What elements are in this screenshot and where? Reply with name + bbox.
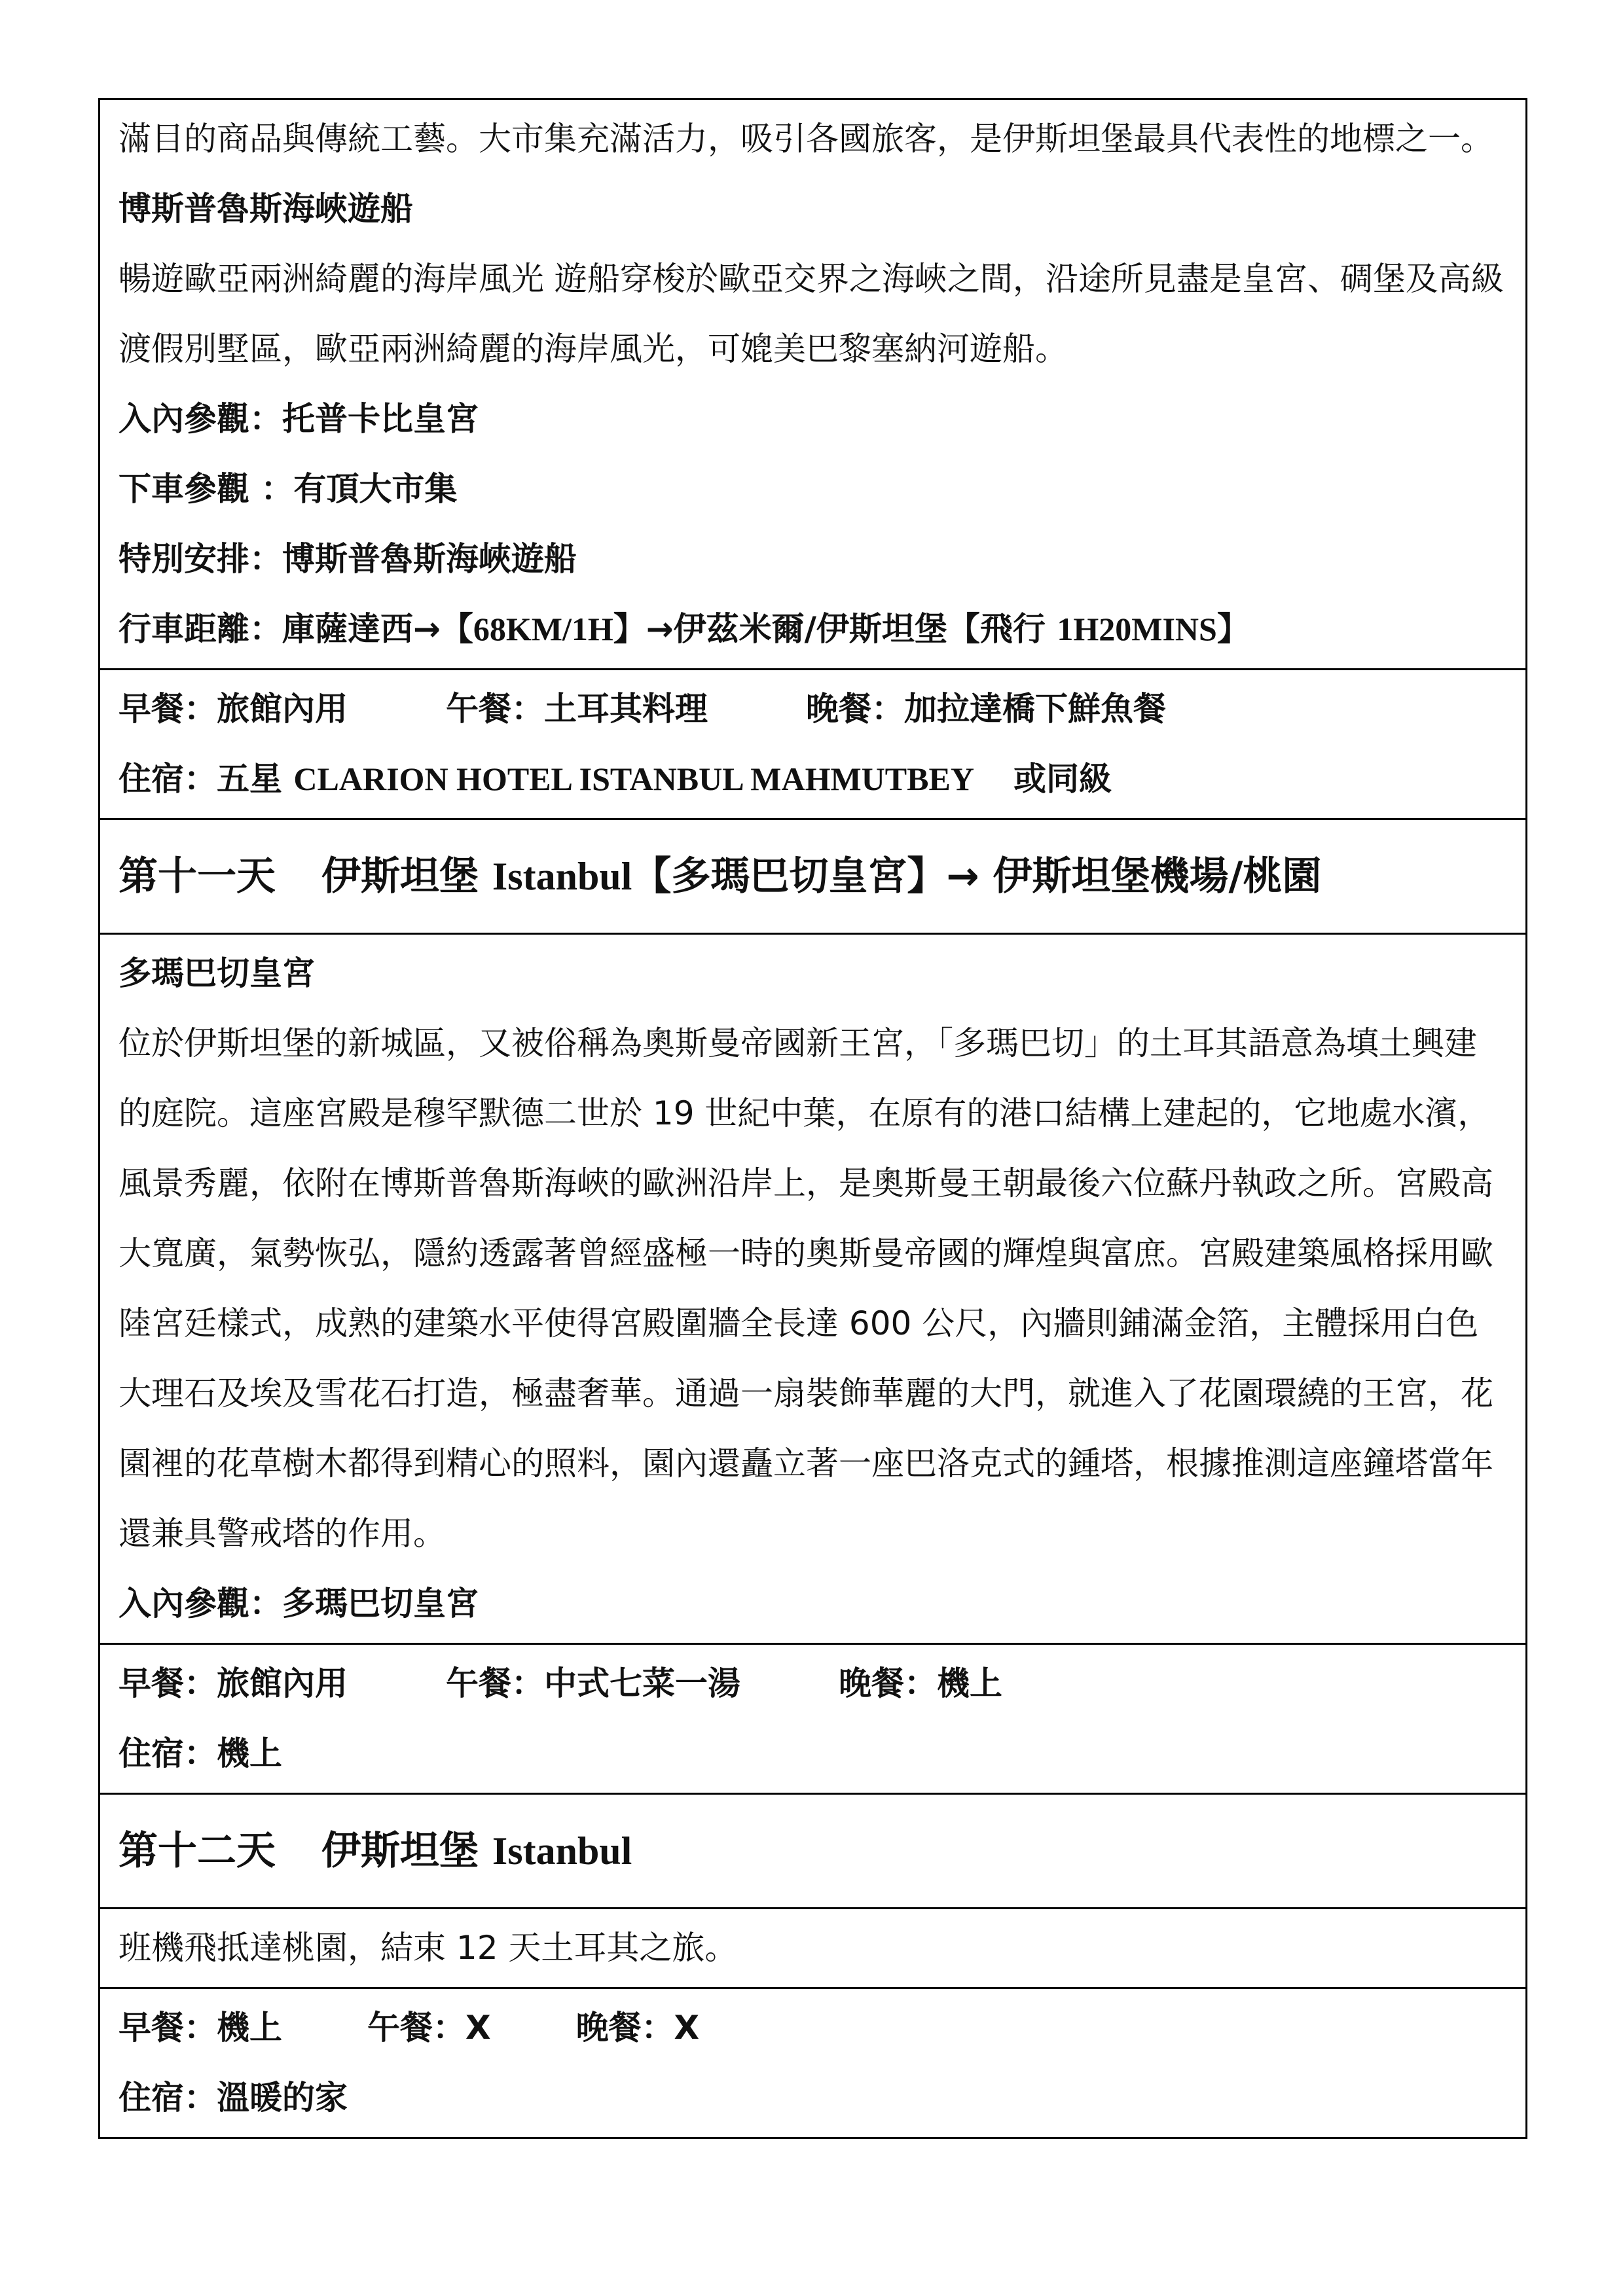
dinner: 晚餐：機上: [839, 1664, 1002, 1702]
dinner: 晚餐：X: [575, 2009, 700, 2047]
day12-title: 第十二天 伊斯坦堡 Istanbul: [119, 1828, 632, 1874]
day12-meals-hotel: [100, 1987, 1525, 2137]
breakfast: 早餐：旅館內用: [119, 1664, 348, 1702]
visit-inside: 入內參觀：托普卡比皇宮: [119, 400, 479, 438]
special-arrangement: 特別安排：博斯普魯斯海峽遊船: [119, 540, 577, 578]
hotel-name: CLARION HOTEL ISTANBUL MAHMUTBEY: [293, 761, 974, 797]
day10-meals-hotel: [100, 668, 1525, 818]
cruise-heading: 博斯普魯斯海峽遊船: [119, 190, 413, 228]
travel-distance: 行車距離：庫薩達西→【68KM/1H】→伊茲米爾/伊斯坦堡【飛行 1H20MINS】: [119, 610, 1250, 648]
bazaar-description: 滿目的商品與傳統工藝。大市集充滿活力，吸引各國旅客，是伊斯坦堡最具代表性的地標之一。: [119, 120, 1493, 158]
day12-header: [100, 1793, 1525, 1907]
lunch: 午餐：土耳其料理: [446, 690, 708, 728]
itinerary-table: [98, 98, 1527, 2139]
day11-title: 第十一天 伊斯坦堡 Istanbul【多瑪巴切皇宮】→ 伊斯坦堡機場/桃園: [119, 853, 1322, 899]
breakfast: 早餐：旅館內用: [119, 690, 348, 728]
day11-details: [100, 933, 1525, 1643]
cruise-description: 暢遊歐亞兩洲綺麗的海岸風光 遊船穿梭於歐亞交界之海峽之間，沿途所見盡是皇宮、碉堡及高級渡假別墅區，歐亞兩洲綺麗的海岸風光，可媲美巴黎塞納河遊船。: [119, 260, 1504, 368]
day11-visit-inside: 入內參觀：多瑪巴切皇宮: [119, 1585, 479, 1623]
day11-header: [100, 818, 1525, 933]
dinner: 晚餐：加拉達橋下鮮魚餐: [806, 690, 1166, 728]
day10-hotel: 住宿：五星 CLARION HOTEL ISTANBUL MAHMUTBEY 或同級: [119, 760, 1112, 798]
day10-meals: [119, 674, 1507, 744]
day12-hotel: 住宿：溫暖的家: [119, 2079, 348, 2117]
visit-stop: 下車參觀 ：有頂大市集: [119, 470, 458, 508]
day10-details: [100, 100, 1525, 668]
day11-meals-hotel: [100, 1643, 1525, 1793]
day12-details: [100, 1907, 1525, 1987]
breakfast: 早餐：機上: [119, 2009, 282, 2047]
palace-description: 位於伊斯坦堡的新城區，又被俗稱為奧斯曼帝國新王宮，「多瑪巴切」的土耳其語意為填土興建的庭院。這座宮殿是穆罕默德二世於 19 世紀中葉，在原有的港口結構上建起的，它地處水濱，風景秀麗，依附在博斯普魯斯海峽的歐洲沿岸上，是奧斯曼王朝最後六位蘇丹執政之所。宮殿高大寬廣，氣勢恢弘，隱約透露著曾經盛極一時的奧斯曼帝國的輝煌與富庶。宮殿建築風格採用歐陸宮廷樣式，成熟的建築水平使得宮殿圍牆全長達 600 公尺，內牆則鋪滿金箔，主體採用白色大理石及埃及雪花石打造，極盡奢華。通過一扇裝飾華麗的大門，就進入了花園環繞的王宮，花園裡的花草樹木都得到精心的照料，園內還矗立著一座巴洛克式的鍾塔，根據推測這座鐘塔當年還兼具警戒塔的作用。: [119, 1024, 1493, 1552]
day12-summary: 班機飛抵達桃園，結束 12 天土耳其之旅。: [119, 1929, 738, 1967]
day11-hotel: 住宿：機上: [119, 1734, 282, 1772]
lunch: 午餐：中式七菜一湯: [446, 1664, 740, 1702]
day11-meals: [119, 1649, 1507, 1719]
day12-meals: [119, 1993, 1507, 2063]
palace-heading: 多瑪巴切皇宮: [119, 954, 315, 992]
lunch: 午餐：X: [367, 2009, 491, 2047]
